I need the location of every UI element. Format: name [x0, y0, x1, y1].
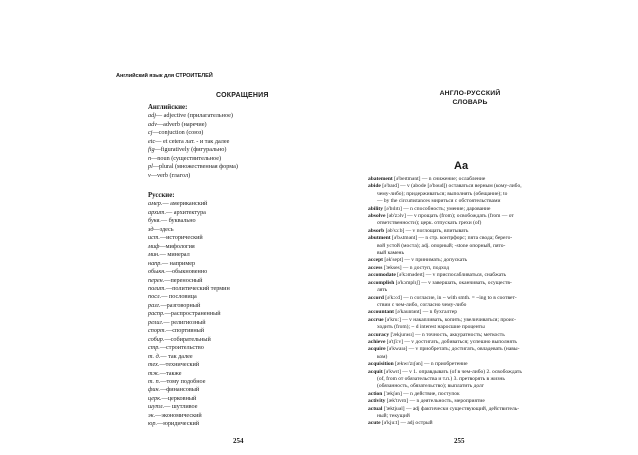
section-letter: Aa [454, 160, 469, 172]
abbreviation-term: v [148, 171, 151, 179]
abbreviation-term: pl [148, 163, 153, 171]
abbreviation-term: adv [148, 120, 157, 128]
abbreviation-term: шутл. [148, 403, 165, 411]
abbreviation-term: зд [148, 225, 154, 233]
dictionary-entry [368, 346, 540, 353]
russian-abbreviations [148, 192, 318, 429]
abbreviation-term: т. д. [148, 352, 161, 360]
headword: acquisition [368, 361, 394, 368]
abbreviation-meaning: —обыкновенно [165, 268, 208, 276]
abbreviation-meaning: — adjective (прилагательное) [155, 112, 233, 120]
dictionary-entry [368, 272, 540, 279]
entry-definition: [ə'tʃi:v] — v достигать, добиваться; успешно выполнять [385, 338, 517, 345]
entry-definition: [æk'tɪvɪtɪ] — n деятельность, мероприятие [385, 398, 485, 405]
abbreviation-term: миф [148, 242, 160, 250]
dictionary-entry-continuation [368, 191, 540, 198]
abbreviation-line [148, 129, 318, 137]
abbreviation-meaning: — архитектура [166, 208, 206, 216]
headword: acute [368, 420, 381, 427]
headword: acquit [368, 368, 383, 375]
abbreviation-meaning: —здесь [153, 225, 174, 233]
abbreviation-term: собир. [148, 335, 165, 343]
entry-definition: [ə'kɔ:d] — n согласие, in ~ with smth. = ~ing to в соответ- [383, 294, 517, 301]
abbreviation-term: фин. [148, 386, 161, 394]
abbreviation-term: букв. [148, 217, 161, 225]
abbreviation-term: спорт. [148, 327, 167, 335]
entry-definition: ответственности); церк. отпускать грехи (of) [377, 220, 482, 227]
entry-definition: ком) [377, 353, 388, 360]
abbreviation-meaning: —figuratively (фигурально) [154, 146, 227, 154]
headword: access [368, 264, 383, 271]
dictionary-entry [368, 257, 540, 264]
abbreviation-line [148, 112, 318, 120]
abbreviation-term: n [148, 154, 152, 162]
entry-definition: [ə'kju:t] — adj острый [380, 420, 433, 427]
entry-definition: [əb'zɔlv] — v прощать (from); освобождать (from — от [385, 213, 514, 220]
abbreviation-line [148, 403, 318, 411]
dictionary-entry [368, 339, 540, 346]
abbreviation-meaning: —noun (существительное) [151, 154, 222, 162]
entry-definition: [ækwɪ'zɪʃən] — n приобретение [393, 361, 468, 368]
entry-definition: ствии с чем-либо, согласно чему-либо [377, 301, 467, 308]
abbreviation-meaning: —экономический [155, 411, 202, 419]
abbreviation-term: мин. [148, 251, 160, 259]
entry-definition: ['æktjuəl] — adj фактически существующий, действитель- [382, 405, 520, 412]
abbreviation-line [148, 336, 318, 344]
dictionary-entry-continuation [368, 376, 540, 383]
page-number-left: 254 [233, 437, 244, 445]
abbreviation-line [148, 251, 318, 259]
dictionary-title-line2: СЛОВАРЬ [452, 98, 488, 106]
abbreviation-term: стр. [148, 344, 160, 352]
abbreviation-meaning: —собирательный [164, 335, 211, 343]
abbreviation-meaning: —распространенный [164, 310, 221, 318]
entry-definition: [əb'sɔ:b] — v поглощать, впитывать [384, 227, 469, 234]
entry-definition: ходить (from); ~ d interest наросшие проценты [377, 324, 485, 331]
entry-definition: [ə'beɪtmənt] — n снижение; ослабление [392, 176, 486, 182]
abbreviation-term: архит. [148, 208, 166, 216]
abbreviation-meaning: —строительство [159, 344, 204, 352]
headword: ability [368, 205, 383, 212]
headword: abide [368, 183, 381, 190]
book-running-header: Английский язык для СТРОИТЕЛЕЙ [116, 73, 213, 79]
entry-definition: — by the circumstances мириться с обстоятельствами [377, 198, 501, 205]
entry-definition: [ə'kɔmplɪʃ] — v завершать, оканчивать, осуществ- [394, 279, 512, 286]
abbreviation-term: обыкн. [148, 268, 166, 276]
entry-definition: ['ækses] — n доступ, подход [382, 264, 450, 271]
abbreviation-term: тж. [148, 369, 160, 377]
abbreviation-meaning: —мифология [159, 242, 195, 250]
entry-definition: (обязанность, обязательство); выплатить долг [377, 383, 485, 390]
abbreviation-meaning: —спортивный [166, 327, 205, 335]
abbreviation-line [148, 172, 318, 180]
headword: acquire [368, 346, 386, 353]
abbreviation-meaning: —финансовый [160, 386, 200, 394]
dictionary-entry-continuation [368, 287, 540, 294]
headword: accrue [368, 316, 384, 323]
dictionary-entry [368, 369, 540, 376]
abbreviation-term: тех. [148, 361, 160, 369]
abbreviation-line [148, 420, 318, 428]
dictionary-entry [368, 361, 540, 368]
dictionary-entry [368, 183, 540, 190]
abbreviation-line [148, 378, 318, 386]
abbreviation-term: напр. [148, 259, 162, 267]
abbreviation-meaning: —исторический [159, 234, 203, 242]
entry-definition: [ə'baɪd] — v (abode [ə'bəud]) оставаться верным (кому-либо, [380, 183, 522, 190]
headword: activity [368, 398, 386, 405]
abbreviation-term: религ. [148, 318, 164, 326]
dictionary-entry [368, 176, 540, 183]
abbreviation-line [148, 386, 318, 394]
headword: action [368, 390, 383, 397]
abbreviation-line [148, 353, 318, 361]
abbreviation-meaning: —технический [159, 361, 200, 369]
dictionary-title-line1: АНГЛО-РУССКИЙ [439, 90, 501, 97]
abbreviation-meaning: — шутливое [164, 403, 198, 411]
abbreviation-line [148, 234, 318, 242]
abbreviation-term: разг. [148, 301, 161, 309]
dictionary-entry [368, 265, 540, 272]
abbreviation-meaning: —также [159, 369, 182, 377]
abbreviation-term: полит. [148, 284, 166, 292]
entry-definition: [ə'kwɪt] — v 1. оправдывать (of в чем-либо) 2. освобождать [382, 368, 522, 375]
abbreviation-line [148, 277, 318, 285]
headword: accept [368, 257, 383, 264]
dictionary-entry-continuation [368, 354, 540, 361]
dictionary-title [430, 90, 510, 107]
headword: accomodate [368, 272, 396, 279]
dictionary-entry-continuation [368, 250, 540, 257]
entry-definition: [ə'kru:] — v накапливать, копить; увеличиваться; проис- [383, 316, 517, 323]
dictionary-entry-continuation [368, 198, 540, 205]
abbreviation-meaning: — et cetera лат. - и так далее [155, 137, 230, 145]
abbreviation-line [148, 217, 318, 225]
dictionary-entry [368, 309, 540, 316]
abbreviation-line [148, 370, 318, 378]
headword: accuracy [368, 331, 390, 338]
entry-definition: (of, from от обязательства и т.п.) 3. претворять в жизнь [377, 375, 505, 382]
dictionary-entry [368, 235, 540, 242]
abbreviation-meaning: —разговорный [160, 301, 201, 309]
abbreviation-line [148, 200, 318, 208]
abbreviation-term: юр. [148, 420, 158, 428]
russian-heading: Русские: [148, 192, 175, 199]
dictionary-entry [368, 228, 540, 235]
abbreviation-line [148, 260, 318, 268]
entry-definition: ['ækjurəsɪ] — n точность, аккуратность; меткость [389, 331, 505, 338]
abbreviation-meaning: —plural (множественная форма) [152, 163, 238, 171]
dictionary-entry-continuation [368, 302, 540, 309]
entry-definition: ['ækʃən] — n действие, поступок [382, 390, 460, 397]
abbreviation-line [148, 243, 318, 251]
dictionary-entry [368, 420, 540, 427]
abbreviation-term: распр. [148, 310, 165, 318]
abbreviation-meaning: —verb (глагол) [150, 171, 191, 179]
abbreviation-term: амер. [148, 200, 163, 208]
abbreviation-line [148, 412, 318, 420]
abbreviation-meaning: —conjuction (союз) [152, 129, 204, 137]
headword: accord [368, 294, 384, 301]
abbreviations-title: СОКРАЩЕНИЯ [216, 92, 269, 99]
abbreviation-line [148, 268, 318, 276]
headword: accountant [368, 309, 394, 316]
dictionary-entry [368, 295, 540, 302]
abbreviation-line [148, 327, 318, 335]
abbreviation-meaning: —adverb (наречие) [156, 120, 207, 128]
abbreviation-term: cj [148, 129, 153, 137]
abbreviation-line [148, 395, 318, 403]
abbreviation-term: etc [148, 137, 156, 145]
abbreviation-term: посл. [148, 293, 162, 301]
abbreviation-meaning: — пословица [161, 293, 197, 301]
headword: actual [368, 405, 383, 412]
page-number-right: 255 [454, 437, 465, 445]
abbreviation-meaning: — так далее [160, 352, 193, 360]
dictionary-entry [368, 280, 540, 287]
abbreviation-meaning: —церковный [161, 394, 197, 402]
headword: accomplish [368, 279, 395, 286]
abbreviation-meaning: — религиозный [163, 318, 206, 326]
dictionary-entries [368, 176, 540, 428]
dictionary-entry-continuation [368, 383, 540, 390]
abbreviation-line [148, 285, 318, 293]
abbreviation-term: ист. [148, 234, 160, 242]
abbreviation-line [148, 344, 318, 352]
entry-definition: ный; текущий [377, 413, 410, 419]
dictionary-entry [368, 332, 540, 339]
abbreviation-line [148, 293, 318, 301]
dictionary-entry-continuation [368, 324, 540, 331]
abbreviation-line [148, 319, 318, 327]
entry-definition: [ə'kɔmədeɪt] — v приспосабливаться, снабжать [395, 272, 506, 279]
headword: absolve [368, 213, 386, 220]
dictionary-entry [368, 213, 540, 220]
headword: achieve [368, 338, 386, 345]
entry-definition: вой устой (моста); adj. опорный; -stone опорный, пято- [377, 242, 506, 249]
dictionary-entry-continuation [368, 243, 540, 250]
headword: abatement [368, 176, 393, 182]
dictionary-entry-continuation [368, 220, 540, 227]
abbreviation-line [148, 209, 318, 217]
abbreviation-line [148, 302, 318, 310]
dictionary-entry [368, 206, 540, 213]
abbreviation-line [148, 310, 318, 318]
abbreviation-line [148, 121, 318, 129]
abbreviation-meaning: —переносный [164, 276, 203, 284]
abbreviation-line [148, 146, 318, 154]
abbreviation-meaning: —юридический [157, 420, 200, 428]
abbreviation-term: перен. [148, 276, 165, 284]
dictionary-entry [368, 391, 540, 398]
entry-definition: чему-либо); придерживаться; выполнять (обещание); to [377, 190, 508, 197]
entry-definition: [ək'sept] — v принимать; допускать [382, 257, 467, 264]
abbreviation-meaning: —политический термин [165, 284, 230, 292]
abbreviation-meaning: — минерал [159, 251, 190, 259]
dictionary-entry [368, 406, 540, 413]
abbreviation-meaning: — буквально [160, 217, 196, 225]
headword: absorb [368, 227, 385, 234]
dictionary-entry-continuation [368, 413, 540, 420]
abbreviation-line [148, 155, 318, 163]
abbreviation-line [148, 138, 318, 146]
abbreviation-line [148, 163, 318, 171]
dictionary-entry [368, 317, 540, 324]
abbreviation-term: т. п. [148, 377, 161, 385]
abbreviation-meaning: —тому подобное [160, 377, 206, 385]
abbreviation-line [148, 361, 318, 369]
headword: abutment [368, 235, 391, 242]
english-heading: Английские: [148, 104, 188, 111]
dictionary-entry [368, 398, 540, 405]
entry-definition: [ə'bʌtmənt] — n стр. контрфорс; пята свода; берего- [390, 235, 513, 242]
abbreviation-meaning: — например [161, 259, 196, 267]
abbreviation-line [148, 226, 318, 234]
abbreviation-term: эк. [148, 411, 156, 419]
abbreviation-term: adj [148, 112, 156, 120]
entry-definition: [ə'bɪlɪtɪ] — n способность; умение; дарование [382, 205, 491, 212]
abbreviation-term: церк. [148, 394, 162, 402]
entry-definition: [ə'kauntənt] — n бухгалтер [393, 309, 457, 316]
english-abbreviations [148, 104, 318, 180]
entry-definition: [ə'kwaɪə] — v приобретать; достигать, овладевать (навы- [385, 346, 520, 353]
entry-definition: вый камень [377, 250, 405, 257]
entry-definition: лять [377, 287, 388, 294]
abbreviation-term: fig [148, 146, 155, 154]
abbreviation-meaning: — американский [162, 200, 208, 208]
